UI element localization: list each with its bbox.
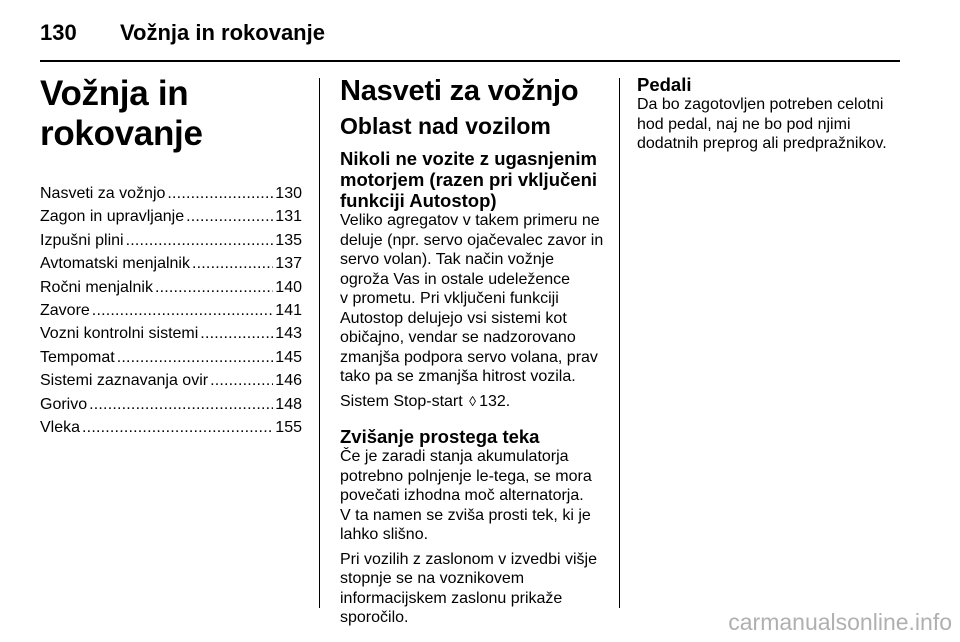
toc-page-number: 141 [275,302,302,320]
toc-entry[interactable] [40,416,302,439]
toc-entry[interactable] [40,252,302,275]
toc-page-number: 135 [275,231,302,249]
toc-entry[interactable] [40,299,302,322]
text-line: Da bo zagotovljen potreben celotni [637,96,884,113]
text-line: stopnje se na voznikovem [340,570,525,587]
toc-leader-dots [126,229,274,252]
running-title: Vožnja in rokovanje [120,20,325,45]
toc-label: Tempomat [40,348,115,366]
toc-label: Avtomatski menjalnik [40,255,190,273]
idle-speed-paragraph-2 [340,550,604,628]
toc-leader-dots [117,346,274,369]
column-divider [319,78,320,608]
toc-page-number: 148 [275,395,302,413]
text-line: dodatnih preprog ali predpražnikov. [637,135,887,152]
engine-off-heading [340,148,604,211]
text-line: Autostop delujejo vsi sistemi kot [340,309,567,327]
toc-entry[interactable] [40,229,302,252]
toc-page-number: 131 [275,208,302,226]
text-line: zmanjša podpora servo volana, prav [340,348,598,366]
toc-label: Vleka [40,419,81,437]
table-of-contents [40,182,302,439]
toc-leader-dots [82,416,273,439]
driving-tips-column [340,74,604,633]
toc-leader-dots [200,322,273,345]
text-line: Veliko agregatov v takem primeru ne [340,212,600,229]
text-line: sporočilo. [340,609,409,626]
text-line: informacijskem zaslonu prikaže [340,589,563,607]
toc-entry[interactable] [40,276,302,299]
toc-leader-dots [192,252,273,275]
toc-entry[interactable] [40,346,302,369]
toc-label: Zavore [40,302,90,320]
toc-label: Izpušni plini [40,231,124,249]
engine-off-paragraph [340,211,604,387]
text-line: V ta namen se zviša prosti tek, ki je [340,506,591,524]
toc-page-number: 143 [275,325,302,343]
toc-page-number: 146 [275,372,302,390]
reference-label: Sistem Stop-start [340,392,463,410]
text-line: povečati izhodna moč alternatorja. [340,487,584,504]
idle-speed-heading: Zvišanje prostega teka [340,426,540,447]
idle-speed-paragraph-1 [340,447,604,545]
heading-line: motorjem (razen pri vključeni [340,169,598,190]
heading-line: Nikoli ne vozite z ugasnjenim [340,148,597,169]
text-line: običajno, vendar se nadzorovano [340,329,576,346]
arrow-reference-icon: ◊ [469,392,477,409]
toc-label: Vozni kontrolni sistemi [40,325,199,343]
pedals-paragraph [637,95,901,154]
toc-page-number: 155 [275,419,302,437]
text-line: hod pedal, naj ne bo pod njimi [637,115,851,133]
toc-page-number: 137 [275,255,302,273]
toc-label: Gorivo [40,395,88,413]
text-line: potrebno polnjenje le-tega, se mora [340,467,592,485]
toc-entry[interactable] [40,393,302,416]
chapter-title: Vožnja in rokovanje [40,74,203,153]
watermark[interactable]: carmanualsonline.info [728,609,952,635]
toc-label: Sistemi zaznavanja ovir [40,372,209,390]
text-line: Pri vozilih z zaslonom v izvedbi višje [340,550,597,568]
toc-entry[interactable] [40,205,302,228]
toc-page-number: 145 [275,348,302,366]
toc-leader-dots [210,369,273,392]
text-line: deluje (npr. servo ojačevalec zavor in [340,231,604,249]
pedals-heading: Pedali [637,74,692,95]
toc-page-number: 140 [275,278,302,296]
toc-leader-dots [92,299,274,322]
toc-leader-dots [186,205,273,228]
text-line: v prometu. Pri vključeni funkciji [340,290,559,307]
stop-start-reference[interactable] [340,392,604,412]
toc-leader-dots [167,182,273,205]
toc-label: Zagon in upravljanje [40,208,185,226]
toc-leader-dots [89,393,273,416]
toc-label: Ročni menjalnik [40,278,153,296]
toc-entry[interactable] [40,322,302,345]
subsection-title: Oblast nad vozilom [340,113,551,139]
text-line: tako pa se zmanjša hitrost vozila. [340,368,576,385]
section-title: Nasveti za vožnjo [340,75,579,107]
header-rule [40,60,900,62]
text-line: servo volan). Tak način vožnje [340,251,555,268]
toc-page-number: 130 [275,185,302,202]
text-line: ogroža Vas in ostale udeležence [340,270,571,288]
page-header [40,20,900,64]
text-line: Če je zaradi stanja akumulatorja [340,448,569,465]
page-number: 130 [40,20,77,45]
column-divider [619,78,620,608]
reference-page: 132. [479,392,511,410]
toc-label: Nasveti za vožnjo [40,185,166,202]
toc-entry[interactable] [40,182,302,205]
chapter-column [40,74,302,439]
pedals-column [637,74,901,159]
toc-leader-dots [155,276,273,299]
heading-line: funkciji Autostop) [340,190,497,211]
text-line: lahko slišno. [340,526,429,543]
toc-entry[interactable] [40,369,302,392]
